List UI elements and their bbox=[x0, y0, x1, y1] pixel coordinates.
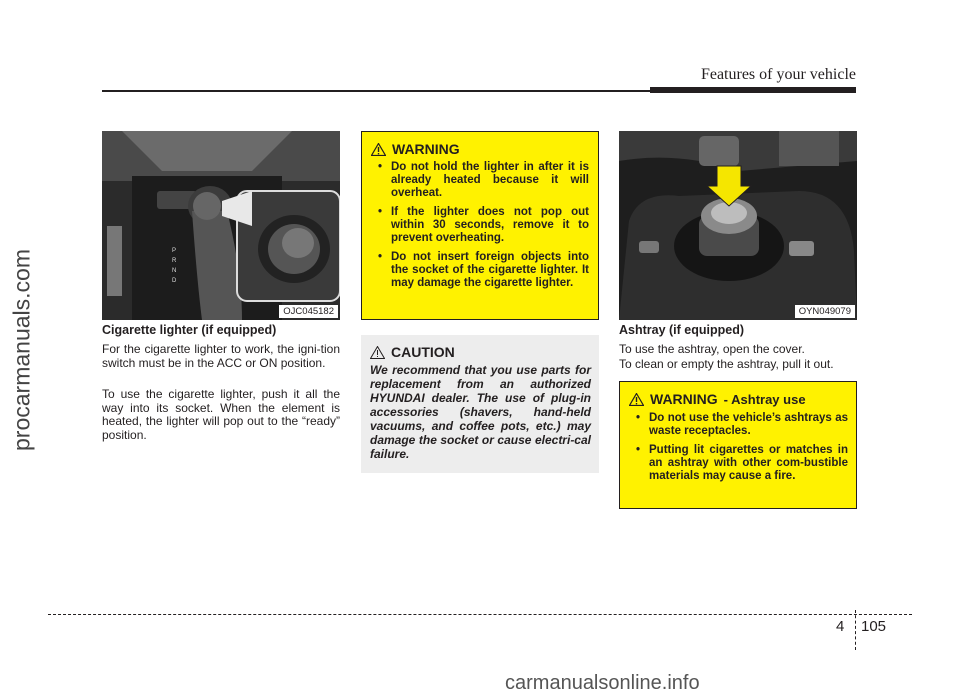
list-item bbox=[629, 412, 848, 438]
cigarette-lighter-title: Cigarette lighter (if equipped) bbox=[102, 323, 277, 337]
ashtray-para-1: To use the ashtray, open the cover. bbox=[619, 342, 805, 356]
bullet-icon: • bbox=[378, 251, 383, 263]
ashtray-para-2: To clean or empty the ashtray, pull it out. bbox=[619, 357, 834, 371]
ashtray-warning-box bbox=[619, 381, 857, 509]
bullet-icon: • bbox=[636, 444, 641, 456]
watermark-left bbox=[2, 150, 42, 550]
list-item-text: Do not hold the lighter in after it is already heated because it will overheat. bbox=[391, 161, 589, 199]
caution-heading bbox=[370, 344, 591, 360]
gear-letter-r: R bbox=[172, 258, 177, 264]
warning-triangle-icon bbox=[371, 143, 386, 156]
ashtray-photo bbox=[619, 131, 857, 320]
list-item bbox=[371, 251, 589, 290]
image-code-left: OJC045182 bbox=[279, 305, 338, 318]
bullet-icon: • bbox=[378, 206, 383, 218]
footer-page-divider bbox=[855, 610, 856, 650]
caution-heading-text: CAUTION bbox=[391, 344, 455, 360]
caution-text: We recommend that you use parts for replacement from an authorized HYUNDAI dealer. The use of plug-in accessories (shavers, hand-held vacuums, and coffee pots, etc.) may damage the socket or cause electri-cal failure. bbox=[370, 363, 591, 461]
list-item bbox=[371, 161, 589, 200]
gear-letter-n: N bbox=[172, 268, 177, 274]
watermark-left-text: procarmanuals.com bbox=[8, 249, 35, 451]
section-number: 4 bbox=[836, 618, 845, 635]
cigarette-lighter-photo bbox=[102, 131, 340, 320]
caution-triangle-icon bbox=[370, 346, 385, 359]
ashtray-warning-heading bbox=[629, 391, 848, 407]
ashtray-illustration bbox=[619, 131, 857, 320]
ashtray-warning-heading-text: WARNING bbox=[650, 391, 718, 407]
bullet-icon: • bbox=[636, 412, 641, 424]
lighter-warning-list bbox=[371, 161, 589, 290]
ashtray-title: Ashtray (if equipped) bbox=[619, 323, 745, 337]
lighter-warning-box bbox=[361, 131, 599, 320]
page-number: 105 bbox=[861, 618, 887, 635]
image-code-right: OYN049079 bbox=[795, 305, 855, 318]
list-item-text: Do not insert foreign objects into the socket of the cigarette lighter. It may damage the cigarette lighter. bbox=[391, 251, 589, 289]
warning-triangle-icon bbox=[629, 393, 644, 406]
gear-letter-p: P bbox=[172, 248, 177, 254]
bullet-icon: • bbox=[378, 161, 383, 173]
cigarette-lighter-para-2: To use the cigarette lighter, push it all the way into its socket. When the element is heated, the lighter will pop out to the “ready” position. bbox=[102, 387, 340, 442]
list-item-text: Putting lit cigarettes or matches in an ashtray with other com-bustible materials may cause a fire. bbox=[649, 444, 848, 482]
list-item-text: Do not use the vehicle’s ashtrays as waste receptacles. bbox=[649, 412, 848, 437]
footer-rule bbox=[48, 614, 912, 615]
page-header-title: Features of your vehicle bbox=[700, 66, 856, 83]
list-item bbox=[371, 206, 589, 245]
lighter-warning-heading bbox=[371, 141, 589, 157]
list-item bbox=[629, 444, 848, 483]
console-illustration bbox=[102, 131, 340, 320]
list-item-text: If the lighter does not pop out within 30 seconds, remove it to prevent overheating. bbox=[391, 206, 589, 244]
warning-heading-text: WARNING bbox=[392, 141, 460, 157]
ashtray-warning-subheading: - Ashtray use bbox=[723, 391, 806, 407]
watermark-bottom: carmanualsonline.info bbox=[505, 672, 700, 694]
cigarette-lighter-para-1: For the cigarette lighter to work, the igni-tion switch must be in the ACC or ON position. bbox=[102, 342, 340, 370]
gear-letter-list bbox=[172, 246, 176, 286]
caution-box bbox=[361, 335, 599, 473]
ashtray-warning-list bbox=[629, 412, 848, 483]
header-rule-accent bbox=[650, 87, 856, 93]
gear-letter-d: D bbox=[172, 278, 177, 284]
